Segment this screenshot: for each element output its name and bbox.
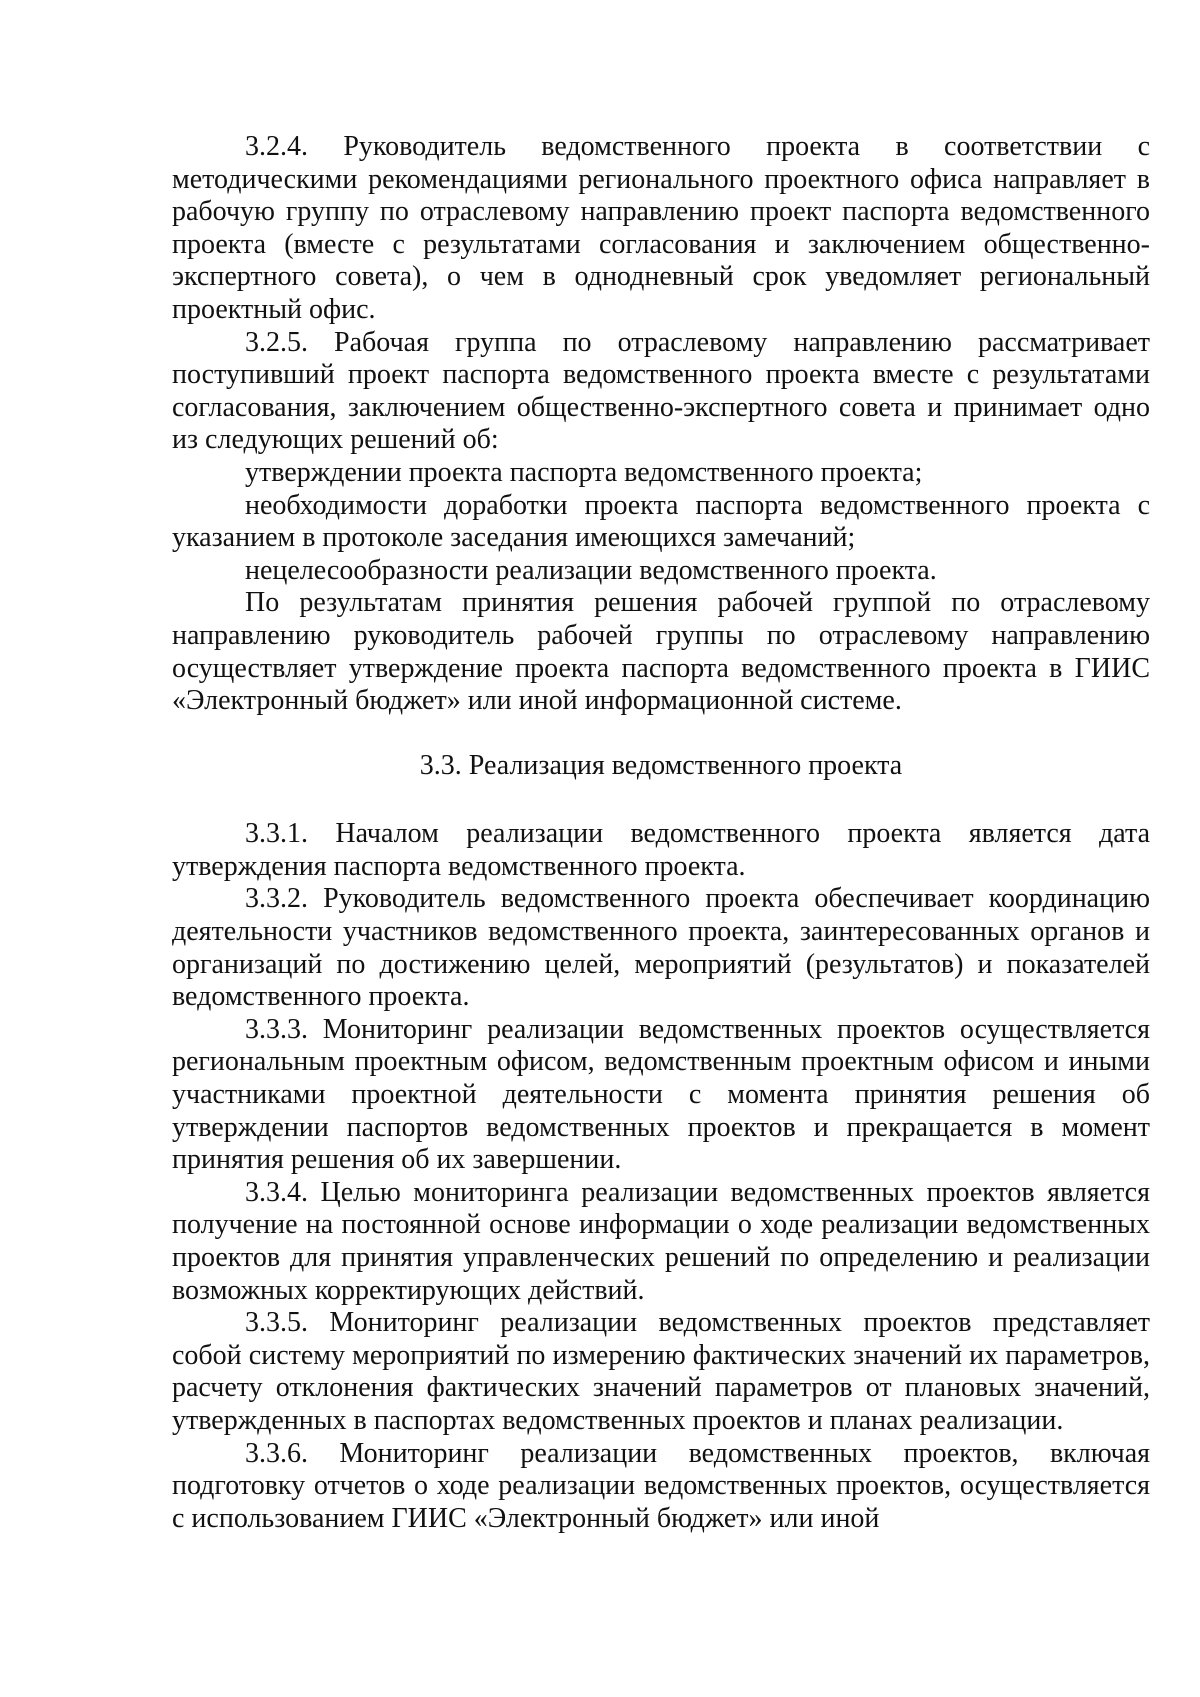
document-body [172, 131, 1150, 1535]
paragraph-3-2-5: 3.2.5. Рабочая группа по отраслевому направлению рассматривает поступивший проект паспорта ведомственного проекта вместе с результатами согласования, заключением общественно-экспертного совета и принимает одно из следующих решений об: [172, 326, 1150, 456]
paragraph-3-3-3: 3.3.3. Мониторинг реализации ведомственных проектов осуществляется региональным проектным офисом, ведомственным проектным офисом и иными участниками проектной деятельности с момента принятия решения об утверждении паспортов ведомственных проектов и прекращается в момент принятия решения об их завершении. [172, 1013, 1150, 1176]
section-heading: 3.3. Реализация ведомственного проекта [419, 749, 903, 781]
paragraph-3-3-1: 3.3.1. Началом реализации ведомственного проекта является дата утверждения паспорта ведомственного проекта. [172, 818, 1150, 882]
paragraph-3-3-6: 3.3.6. Мониторинг реализации ведомственных проектов, включая подготовку отчетов о ходе реализации ведомственных проектов, осуществляется с использованием ГИИС «Электронный бюджет» или иной [172, 1437, 1150, 1534]
decision-option-revise: необходимости доработки проекта паспорта ведомственного проекта с указанием в протоколе заседания имеющихся замечаний; [172, 489, 1150, 554]
paragraph-3-3-4: 3.3.4. Целью мониторинга реализации ведомственных проектов является получение на постоянной основе информации о ходе реализации ведомственных проектов для принятия управленческих решений по определению и реализации возможных корректирующих действий. [172, 1176, 1150, 1306]
decision-option-reject: нецелесообразности реализации ведомственного проекта. [245, 554, 937, 586]
paragraph-3-3-2: 3.3.2. Руководитель ведомственного проекта обеспечивает координацию деятельности участников ведомственного проекта, заинтересованных органов и организаций по достижению целей, мероприятий (результатов) и показателей ведомственного проекта. [172, 883, 1150, 1013]
paragraph-3-2-4: 3.2.4. Руководитель ведомственного проекта в соответствии с методическими рекомендациями регионального проектного офиса направляет в рабочую группу по отраслевому направлению проект паспорта ведомственного проекта (вместе с результатами согласования и заключением общественно-экспертного совета), о чем в однодневный срок уведомляет региональный проектный офис. [172, 131, 1150, 325]
paragraph-approval-results: По результатам принятия решения рабочей группой по отраслевому направлению руководитель рабочей группы по отраслевому направлению осуществляет утверждение проекта паспорта ведомственного проекта в ГИИС «Электронный бюджет» или иной информационной системе. [172, 587, 1150, 717]
decision-option-approve: утверждении проекта паспорта ведомственного проекта; [245, 456, 923, 488]
paragraph-3-3-5: 3.3.5. Мониторинг реализации ведомственных проектов представляет собой систему мероприятий по измерению фактических значений их параметров, расчету отклонения фактических значений параметров от плановых значений, утвержденных в паспортах ведомственных проектов и планах реализации. [172, 1307, 1150, 1436]
